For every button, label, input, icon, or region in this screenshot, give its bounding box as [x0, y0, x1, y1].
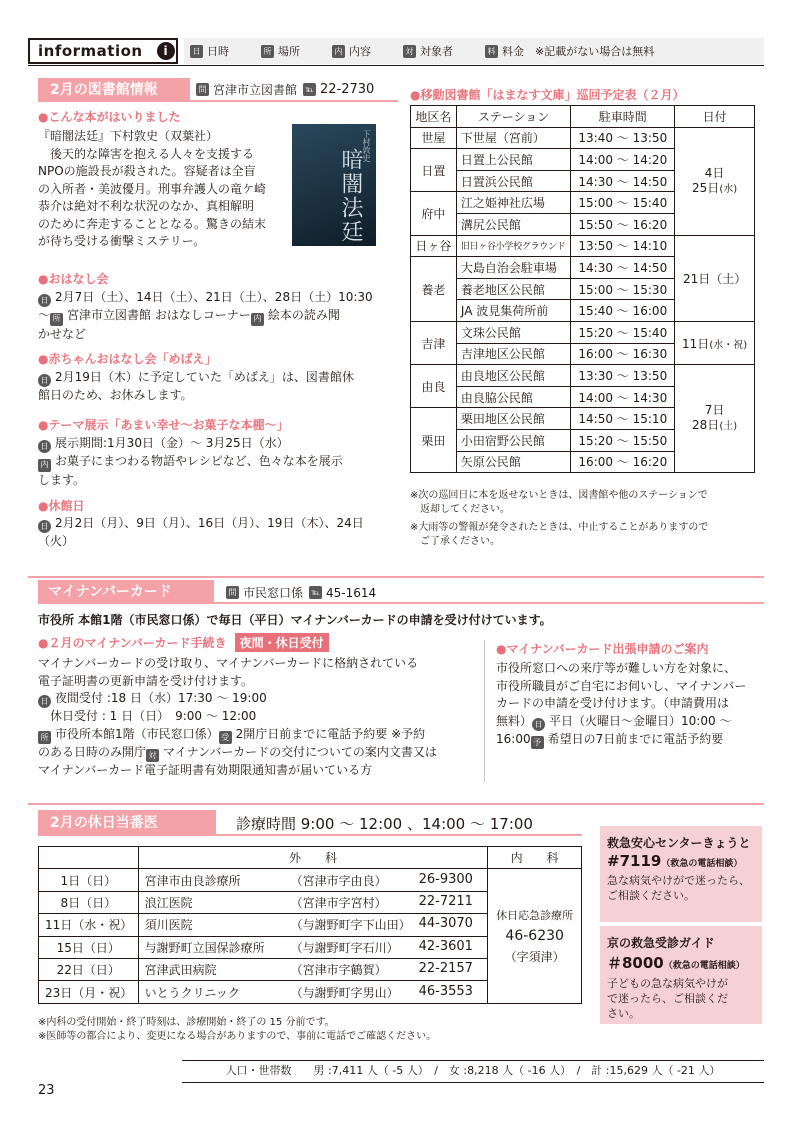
book-title: 『暗闇法廷』下村敦史（双葉社）	[38, 129, 219, 143]
phone-icon: ℡	[309, 586, 322, 599]
content-icon: 内	[332, 45, 345, 58]
table-row: 日置浜公民館 14:30 ～ 14:50	[411, 170, 755, 192]
date-icon: 日	[38, 520, 51, 533]
phone-icon: ℡	[303, 83, 316, 96]
table-row: 府中 江之姫神社広場 15:00 ～ 15:40	[411, 192, 755, 214]
mobile-notes: ※次の巡回日に本を返せないときは、図書館や他のステーションで 返却してください。 ※大雨等の警報が発令されたときは、中止することがありますので ご了承ください。	[410, 490, 709, 547]
mynumber-divider	[484, 640, 485, 782]
proc-body: マイナンバーカードの受け取り、マイナンバーカードに格納されている 電子証明書の更新申請を受け付けます。 日 夜間受付 :18 日（水）17:30 ～ 19:00 休日受付 : 1 日（日） 9:00 ～ 12:00 所 市役所本館1階（市民窓口係） 受 2開庁日前までに電話予約要 ※予約 のある日時のみ開庁 対 マイナンバーカードの交付についての案内文書又は マイナンバーカード電子証明書有効期限通知書が届いている方	[38, 656, 437, 778]
story-body: 日 2月7日（土）、14日（土）、21日（土）、28日（土）10:30 ～ 所 宮津市立図書館 おはなしコーナー 内 絵本の読み聞 かせなど	[38, 290, 373, 341]
date-icon: 日	[38, 294, 51, 307]
mynumber-top-rule	[28, 576, 764, 578]
legend-date: 日 日時	[190, 43, 229, 59]
place-icon: 所	[38, 731, 51, 744]
table-row: 由良 由良地区公民館 13:30 ～ 13:50 7日 28日(土)	[411, 365, 755, 387]
header-rule	[28, 65, 764, 66]
mobile-table	[410, 105, 755, 473]
content-icon: 内	[38, 459, 51, 472]
table-row: 15日（日） 与謝野町立国保診療所 （与謝野町字石川） 42-3601	[39, 936, 582, 958]
table-row: 栗田 栗田地区公民館 14:50 ～ 15:10	[411, 408, 755, 430]
out-body: 市役所窓口への来庁等が難しい方を対象に、 市役所職員がご自宅にお伺いし、マイナンバー カードの申請を受け付けます。（申請費用は 無料） 日 平日（火曜日～金曜日）10:00 ～ 16:00 予 希望日の7日前までに電話予約要	[496, 660, 761, 749]
legend-bar	[184, 38, 764, 64]
info-icon: i	[157, 42, 175, 60]
table-row: 吉津 文珠公民館 15:20 ～ 15:40 11日(水・祝)	[411, 321, 755, 343]
baby-heading: ●赤ちゃんおはなし会「めばえ」	[38, 352, 217, 366]
closed-heading: ●休館日	[38, 499, 85, 513]
place-icon: 所	[50, 313, 63, 326]
footer-rule-bottom	[182, 1082, 764, 1083]
table-row: 小田宿野公民館 15:20 ～ 15:50	[411, 429, 755, 451]
table-row: 23日（月・祝） いとうクリニック （与謝野町字男山） 46-3553	[39, 981, 582, 1003]
table-row: 世屋 下世屋（宮前） 13:40 ～ 13:50 4日 25日(水)	[411, 127, 755, 149]
target-icon: 対	[403, 45, 416, 58]
legend-fee: 料 料金 ※記載がない場合は無料	[485, 43, 654, 59]
reception-icon: 受	[219, 731, 232, 744]
closed-body: 日 2月2日（月）、9日（月）、16日（月）、19日（木）、24日（火）	[38, 516, 364, 549]
legend-target: 対 対象者	[403, 43, 453, 59]
mobile-table-header: 地区名 ステーション 駐車時間 日付	[411, 106, 755, 128]
date-icon: 日	[38, 695, 51, 708]
theme-heading: ●テーマ展示「あまい幸せ～お菓子な本棚～」	[38, 418, 289, 432]
place-icon: 所	[261, 45, 274, 58]
table-row: JA 波見集荷所前 15:40 ～ 16:00	[411, 300, 755, 322]
content-icon: 内	[251, 313, 264, 326]
legend-place: 所 場所	[261, 43, 300, 59]
naika-addr: （字須津）	[504, 949, 565, 964]
library-title: 2月の図書館情報	[38, 78, 190, 100]
holiday-notes: ※内科の受付開始・終了時刻は、診療開始・終了の 15 分前です。 ※医師等の都合により、変更になる場合がありますので、事前に電話でご確認ください。	[38, 1017, 437, 1042]
table-row: 1日（日） 宮津市由良診療所 （宮津市字由良） 26-9300 休日応急診療所 46-6230 （字須津）	[39, 869, 582, 891]
table-row: 溝尻公民館 15:50 ～ 16:20	[411, 213, 755, 235]
page-number: 23	[38, 1083, 55, 1098]
info-header	[28, 38, 178, 64]
reservation-icon: 予	[531, 736, 544, 749]
emergency-box-8000: 京の救急受診ガイド ＃8000（救急の電話相談） 子どもの急な病気やけが で迷ったら、ご相談くだ さい。	[600, 926, 762, 1024]
box1-title: 救急安心センターきょうと	[607, 836, 751, 850]
book-cover-author: 下村敦史	[362, 130, 371, 162]
table-row: 日ヶ谷 旧日ヶ谷小学校グラウンド 13:50 ～ 14:10 21日（土）	[411, 235, 755, 257]
book-desc: 『暗闇法廷』下村敦史（双葉社） 後天的な障害を抱える人々を支援する NPOの施設長が殺された。容疑者は全盲 の入所者・美波優月。刑事弁護人の竜ケ崎 恭介は絶対不利な状況のなか、真相解明 のために奔走することとなる。驚きの結末 が待ち受ける衝撃ミステリー。	[38, 128, 290, 251]
footer-rule-top	[182, 1060, 764, 1061]
holiday-title: 2月の休日当番医	[38, 810, 216, 834]
date-icon: 日	[38, 440, 51, 453]
box1-number: #7119	[607, 852, 662, 870]
legend-content: 内 内容	[332, 43, 371, 59]
holiday-top-rule	[28, 803, 764, 805]
population-stats: 人口・世帯数 男 :7,411 人（ -5 人） / 女 :8,218 人（ -16 人） / 計 :15,629 人（ -21 人）	[225, 1064, 721, 1077]
proc-tag: 夜間・休日受付	[235, 633, 329, 652]
holiday-rule	[38, 834, 582, 836]
mynumber-rule	[38, 602, 764, 604]
emergency-box-7119: 救急安心センターきょうと #7119（救急の電話相談） 急な病気やけがで迷ったら、 ご相談ください。	[600, 826, 762, 922]
proc-heading-row	[38, 633, 329, 652]
library-tel: 22-2730	[320, 82, 375, 97]
target-icon: 対	[146, 749, 159, 762]
mynumber-lead: 市役所 本館1階（市民窓口係）で毎日（平日）マイナンバーカードの申請を受け付けています。	[38, 613, 552, 627]
theme-body: 日 展示期間:1月30日（金）～ 3月25日（水） 内 お菓子にまつわる物語やレシピなど、色々な本を展示 します。	[38, 436, 343, 487]
story-heading: ●おはなし会	[38, 272, 109, 286]
library-rule	[38, 100, 398, 102]
date-icon: 日	[190, 45, 203, 58]
table-row: 22日（日） 宮津武田病院 （宮津市字鶴賀） 22-2157	[39, 958, 582, 980]
table-row: 11日（水・祝） 須川医院 （与謝野町字下山田） 44-3070	[39, 914, 582, 936]
library-contact	[196, 81, 374, 98]
fee-icon: 料	[485, 45, 498, 58]
mynumber-contact: 問 市民窓口係 ℡ 45-1614	[226, 584, 376, 601]
out-heading: ●マイナンバーカード出張申請のご案内	[496, 642, 709, 656]
info-word: information	[38, 42, 143, 60]
table-row: 矢原公民館 16:00 ～ 16:20	[411, 451, 755, 473]
box2-number: ＃8000	[607, 954, 664, 972]
naika-tel: 46-6230	[505, 927, 564, 944]
inquiry-icon: 問	[226, 586, 239, 599]
table-row: 日置 日置上公民館 14:00 ～ 14:20	[411, 149, 755, 171]
holiday-hours: 診療時間 9:00 ～ 12:00 、14:00 ～ 17:00	[236, 815, 533, 833]
proc-heading: ●２月のマイナンバーカード手続き	[38, 636, 227, 650]
box2-title: 京の救急受診ガイド	[607, 936, 715, 950]
baby-body: 日 2月19日（木）に予定していた「めばえ」は、図書館休 館日のため、お休みします。	[38, 370, 354, 403]
new-books-heading: ●こんな本がはいりました	[38, 110, 181, 124]
date-icon: 日	[38, 374, 51, 387]
holiday-table-header: 外 科 内 科	[39, 847, 582, 869]
date-icon: 日	[532, 718, 545, 731]
mynumber-title: マイナンバーカード	[38, 580, 214, 602]
naika-name: 休日応急診療所	[496, 908, 574, 922]
holiday-table	[38, 846, 582, 1004]
table-row: 由良脇公民館 14:00 ～ 14:30	[411, 386, 755, 408]
book-cover-title: 暗闇法廷	[338, 148, 363, 244]
book-cover-image	[292, 124, 376, 246]
library-contact-name: 宮津市立図書館	[213, 83, 298, 97]
table-row: 吉津地区公民館 16:00 ～ 16:30	[411, 343, 755, 365]
table-row: 養老 大島自治会駐車場 14:30 ～ 14:50	[411, 257, 755, 279]
table-row: 8日（日） 浪江医院 （宮津市字宮村） 22-7211	[39, 891, 582, 913]
inquiry-icon: 問	[196, 83, 209, 96]
mobile-heading: ●移動図書館「はまなす文庫」巡回予定表（２月）	[410, 88, 685, 102]
table-row: 養老地区公民館 15:00 ～ 15:30	[411, 278, 755, 300]
